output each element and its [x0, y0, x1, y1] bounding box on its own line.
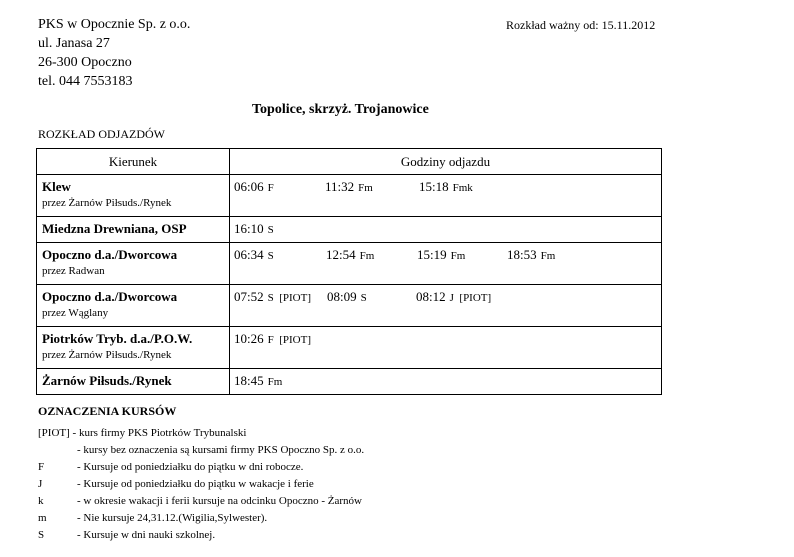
departure-code: Fm	[267, 376, 283, 388]
col-direction-header: Kierunek	[37, 149, 230, 175]
departure-code: S	[360, 292, 367, 304]
departure-code: J [PIOT]	[449, 292, 492, 304]
departure-time: 11:32	[325, 179, 355, 194]
departure-code: Fm	[358, 182, 373, 194]
departure-time: 16:10	[234, 221, 264, 236]
legend-item	[38, 425, 364, 442]
departure-time: 18:45	[234, 373, 264, 388]
validity-date: Rozkład ważny od: 15.11.2012	[506, 18, 656, 32]
legend-text: - Kursuje od poniedziałku do piątku w dni robocze.	[77, 461, 304, 473]
departure-code: S	[267, 224, 274, 236]
timetable-header	[37, 149, 662, 175]
departure-time: 10:26	[234, 331, 264, 346]
departure	[325, 179, 373, 195]
direction-cell	[37, 217, 230, 243]
direction-cell	[37, 175, 230, 217]
legend-code: [PIOT]	[38, 427, 70, 439]
legend-text: - kurs firmy PKS Piotrków Trybunalski	[72, 427, 247, 439]
times-cell	[230, 327, 662, 369]
table-row	[37, 217, 662, 243]
table-row	[37, 243, 662, 285]
legend-code: k	[38, 495, 44, 507]
direction-cell	[37, 327, 230, 369]
departure	[234, 179, 274, 195]
departure	[234, 289, 311, 305]
timetable	[36, 148, 662, 395]
legend-item	[38, 527, 364, 544]
times-cell	[230, 285, 662, 327]
legend-text: - Nie kursuje 24,31.12.(Wigilia,Sylwester).	[77, 512, 268, 524]
legend-text: - kursy bez oznaczenia są kursami firmy PKS Opoczno Sp. z o.o.	[77, 444, 365, 456]
table-row	[37, 327, 662, 369]
departure	[417, 247, 465, 263]
departure	[234, 247, 274, 263]
table-row	[37, 285, 662, 327]
legend-item	[38, 476, 364, 493]
legend-code: S	[38, 529, 45, 541]
departure	[419, 179, 473, 195]
departure	[416, 289, 491, 305]
times-cell	[230, 243, 662, 285]
departure	[234, 331, 311, 347]
table-row	[37, 369, 662, 395]
legend-text: - Kursuje od poniedziałku do piątku w wakacje i ferie	[77, 478, 314, 490]
section-title: ROZKŁAD ODJAZDÓW	[38, 127, 165, 141]
departure-time: 18:53	[507, 247, 537, 262]
destination-name: Klew	[42, 179, 71, 194]
departure-code: Fm	[359, 250, 375, 262]
times-cell	[230, 369, 662, 395]
legend-code: F	[38, 461, 45, 473]
departure-code: F [PIOT]	[267, 334, 312, 346]
destination-name: Miedzna Drewniana, OSP	[42, 221, 187, 236]
legend-code: m	[38, 512, 47, 524]
company-street: ul. Janasa 27	[38, 36, 110, 51]
legend-text: - w okresie wakacji i ferii kursuje na odcinku Opoczno - Żarnów	[77, 495, 362, 507]
table-row	[37, 175, 662, 217]
departure-time: 15:19	[417, 247, 447, 262]
departure-code: Fmk	[452, 182, 473, 194]
via-route: przez Żarnów Piłsuds./Rynek	[42, 197, 172, 209]
departure	[327, 289, 367, 305]
direction-cell	[37, 285, 230, 327]
legend-item	[38, 442, 364, 459]
destination-name: Opoczno d.a./Dworcowa	[42, 247, 178, 262]
departure-code: S	[267, 250, 274, 262]
departure-time: 08:12	[416, 289, 446, 304]
departure-time: 15:18	[419, 179, 449, 194]
departure-code: F	[267, 182, 274, 194]
legend-item	[38, 459, 364, 476]
legend-code: J	[38, 478, 43, 490]
departure-code: S [PIOT]	[267, 292, 312, 304]
company-name: PKS w Opocznie Sp. z o.o.	[38, 17, 191, 32]
company-phone: tel. 044 7553183	[38, 74, 133, 89]
via-route: przez Radwan	[42, 265, 105, 277]
destination-name: Opoczno d.a./Dworcowa	[42, 289, 178, 304]
departure-time: 08:09	[327, 289, 357, 304]
departure-time: 12:54	[326, 247, 356, 262]
departure-time: 06:34	[234, 247, 264, 262]
direction-cell	[37, 369, 230, 395]
departure	[507, 247, 555, 263]
stop-title: Topolice, skrzyż. Trojanowice	[252, 102, 429, 117]
times-cell	[230, 175, 662, 217]
departure-code: Fm	[450, 250, 466, 262]
destination-name: Piotrków Tryb. d.a./P.O.W.	[42, 331, 193, 346]
departure-code: Fm	[540, 250, 556, 262]
col-times-header: Godziny odjazdu	[230, 149, 662, 175]
departure	[234, 221, 274, 237]
times-cell	[230, 217, 662, 243]
company-city: 26-300 Opoczno	[38, 55, 132, 70]
legend-list	[38, 425, 364, 544]
via-route: przez Żarnów Piłsuds./Rynek	[42, 349, 172, 361]
destination-name: Żarnów Piłsuds./Rynek	[42, 373, 172, 388]
departure-time: 07:52	[234, 289, 264, 304]
direction-cell	[37, 243, 230, 285]
departure-time: 06:06	[234, 179, 264, 194]
legend-title: OZNACZENIA KURSÓW	[38, 404, 177, 418]
legend-item	[38, 510, 364, 527]
legend-text: - Kursuje w dni nauki szkolnej.	[77, 529, 216, 541]
legend-item	[38, 493, 364, 510]
departure	[234, 373, 282, 389]
departure	[326, 247, 374, 263]
via-route: przez Wąglany	[42, 307, 109, 319]
